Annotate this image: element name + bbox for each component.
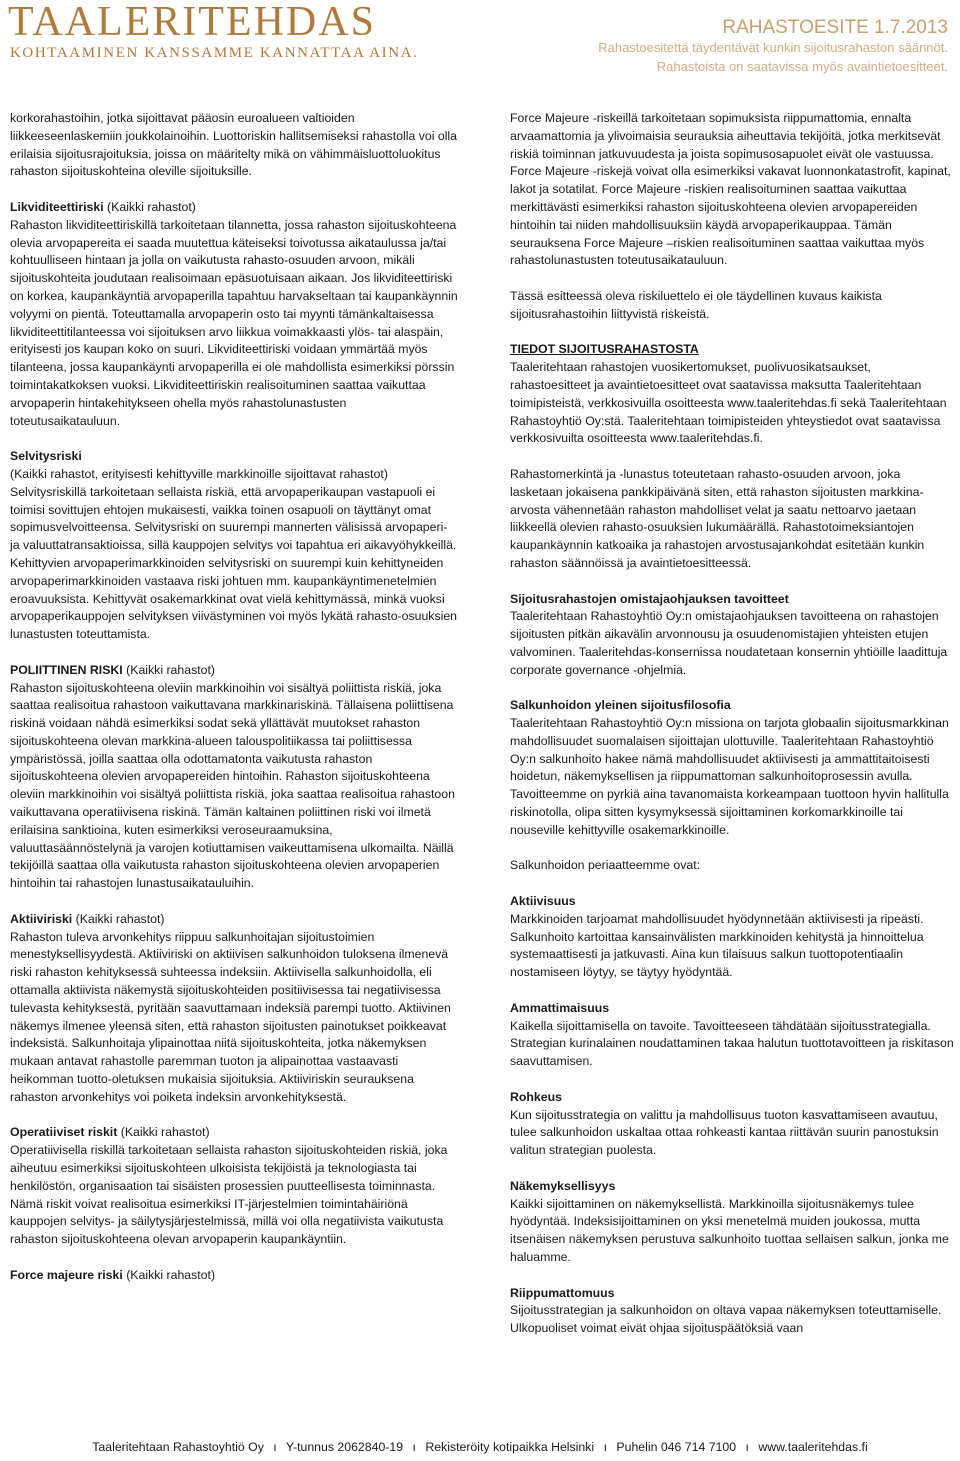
section-heading: Salkunhoidon yleinen sijoitusfilosofia bbox=[510, 698, 731, 713]
section-body: Sijoitusstrategian ja salkunhoidon on oltava vapaa näkemyksen toteuttamiselle. Ulkopuoliset voimat eivät ohjaa sijoituspäätöksiä vaan bbox=[510, 1303, 942, 1336]
section-ownership-steering bbox=[510, 591, 954, 680]
section-heading: Näkemyksellisyys bbox=[510, 1178, 616, 1193]
document-title: RAHASTOESITE 1.7.2013 bbox=[722, 17, 948, 38]
company-logo: TAALERITEHDAS bbox=[8, 0, 376, 45]
section-body: Markkinoiden tarjoamat mahdollisuudet hyödynnetään aktiivisesti ja ripeästi. Salkunhoito kartoittaa kansainvälisten markkinoiden kehitystä ja hinnoittelua systemaattisesti ja jatkuvasti. Aina kun tilaisuus salkun tuottopotentiaalin nostamiseen löytyy, se täytyy hyödyntää. bbox=[510, 911, 924, 980]
section-heading: Aktiivisuus bbox=[510, 894, 576, 909]
section-investment-philosophy bbox=[510, 697, 954, 839]
section-political-risk bbox=[10, 662, 458, 893]
left-column bbox=[10, 110, 458, 1302]
footer-separator: ı bbox=[273, 1440, 277, 1454]
footer-separator: ı bbox=[745, 1440, 749, 1454]
section-activity bbox=[510, 893, 954, 982]
footer-business-id: Y-tunnus 2062840-19 bbox=[285, 1440, 404, 1454]
section-body: (Kaikki rahastot, erityisesti kehittyville markkinoille sijoittavat rahastot) Selvitysriskillä tarkoitetaan sellaista riskiä, että arvopaperikaupan vastapuoli ei toimisi sovittujen ehtojen mukaisesti, vaikka toinen osapuoli on täyttänyt omat sopimusvelvoitteensa. Selvitysriski on suurempi mannerten välisissä arvopaperi- ja valuuttatransaktioissa, sillä kauppojen selvitys voi tapahtua eri aikavyöhykkeillä. Kehittyvien arvopaperimarkkinoiden selvitysriski on suurempi kuin kehittyneiden arvopaperimarkkinoiden vastaava riski johtuen mm. kaupankäyntimenetelmien eroavuuksista. Kehittyvät osakemarkkinat ovat vielä kehittymässä, minkä vuoksi arvopaperikauppojen selvityksen viivästyminen voi myös lykätä rahasto-osuuksien lunastusten toteuttamista. bbox=[10, 466, 458, 642]
paragraph: Tässä esitteessä oleva riskiluettelo ei ole täydellinen kuvaus kaikista sijoitusrahastoihin liittyvistä riskeistä. bbox=[510, 288, 882, 321]
page-footer bbox=[0, 1440, 960, 1454]
section-heading: Sijoitusrahastojen omistajaohjauksen tavoitteet bbox=[510, 591, 789, 606]
section-heading: Rohkeus bbox=[510, 1089, 562, 1104]
section-body: Rahaston tuleva arvonkehitys riippuu salkunhoitajan sijoitustoimien menestyksellisyydestä. Aktiiviriski on aktiivisen salkunhoidon tuloksena ilmenevä riski rahaston kehityksessä suhteessa indeksiin. Aktiivisella salkunhoidolla, eli ottamalla aktiivista näkemystä sijoituskohteiden positiivisessa tai negatiivisessa tulevasta kehityksestä, pyritään saavuttamaan indeksiä parempi tuotto. Aktiivinen näkemys ilmenee yleensä siten, että rahaston sijoitusten painotukset poikkeavat indeksistä. Salkunhoitaja ylipainottaa niitä sijoituskohteita, jotka näkemyksen mukaan antavat rahastolle paremman tuoton ja alipainottaa vastaavasti heikomman tuotto-oletuksen mukaisia sijoituksia. Aktiiviriskin seurauksena rahaston arvonkehitys voi poiketa indeksin arvonkehityksestä. bbox=[10, 929, 451, 1104]
section-active-risk bbox=[10, 911, 458, 1107]
section-force-majeure bbox=[10, 1267, 458, 1285]
section-heading: Operatiiviset riskit bbox=[10, 1125, 118, 1140]
section-independence bbox=[510, 1285, 954, 1338]
section-professionalism bbox=[510, 1000, 954, 1071]
header-note-1: Rahastoesitettä täydentävät kunkin sijoitusrahaston säännöt. bbox=[598, 40, 948, 55]
paragraph: Rahastomerkintä ja -lunastus toteutetaan rahasto-osuuden arvoon, joka lasketaan jokaisena pankkipäivänä siten, että rahaston sijoitusten markkina-arvosta vähennetään rahaston mahdolliset velat ja saatu nettoarvo jaetaan liikkeellä olevien rahasto-osuuksien lukumäärällä. Rahastotoimeksiantojen kaupankäynnin katkoaika ja rahastojen arvostusajankohdat esitetään kunkin rahaston säännöissä ja avaintietoesitteessä. bbox=[510, 466, 925, 570]
section-heading: Force majeure riski bbox=[10, 1267, 123, 1282]
section-subheading: (Kaikki rahastot) bbox=[122, 1267, 216, 1282]
paragraph: korkorahastoihin, jotka sijoittavat pääosin euroalueen valtioiden liikkeeseenlaskemiin joukkolainoihin. Luottoriskin hallitsemiseksi rahastolla voi olla erilaisia sijoitusrajoituksia, joissa on määritelty mikä on vähimmäisluottoluokitus rahaston sijoituskohteina oleville sijoituksille. bbox=[10, 111, 458, 179]
section-heading: Selvitysriski bbox=[10, 449, 82, 464]
section-body: Kaikki sijoittaminen on näkemyksellistä. Markkinoilla sijoitusnäkemys tulee hyödyntää. Indeksisijoittaminen on yksi menetelmä muiden joukossa, mutta itsenäisen näkemyksen perustuva salkunhoito tuottaa sellaisen salkun, jonka me haluamme. bbox=[510, 1196, 949, 1264]
footer-separator: ı bbox=[412, 1440, 416, 1454]
company-slogan: KOHTAAMINEN KANSSAMME KANNATTAA AINA. bbox=[10, 45, 419, 61]
section-courage bbox=[510, 1089, 954, 1160]
section-body: Rahaston likviditeettiriskillä tarkoitetaan tilannetta, jossa rahaston sijoituskohteena olevia arvopapereita ei saada muutettua käteiseksi toivotussa aikataulussa ja/tai kohtuulliseen hintaan ja jolla on vaikutusta rahasto-osuuden arvoon, mikäli sijoituskohteita joudutaan realisoimaan epäsuotuisaan aikaan. Jos likviditeettiriski on korkea, kaupankäyntiä arvopaperilla tapahtuu harvakseltaan tai kaupankäynnin volyymi on pientä. Toteuttamalla arvopaperin osto tai myynti tämänkaltaisessa likviditeettitilanteessa voi sijoituksen arvo liikkua voimakkaasti ylös- tai alaspäin, erityisesti jos kaupan koko on suuri. Likviditeettiriski voidaan ymmärtää myös tilanteena, jossa kaupankäynti arvopaperilla ei ole mahdollista esimerkiksi pörssin toimintakatkoksen vuoksi. Likviditeettiriskin realisoituminen saattaa vaikuttaa arvopaperin hintakehitykseen ohella myös rahastolunastusten toteutusaikatauluun. bbox=[10, 217, 458, 428]
footer-phone: Puhelin 046 714 7100 bbox=[616, 1440, 737, 1454]
footer-website-link[interactable]: www.taaleritehdas.fi bbox=[758, 1440, 868, 1454]
section-body: Rahaston sijoituskohteena oleviin markkinoihin voi sisältyä poliittista riskiä, joka saattaa realisoitua rahastoon vaikuttavana markkinariskinä. Tällaisena poliittisena riskinä voidaan nähdä esimerkiksi sodat sekä yllättävät muutokset rahaston sijoituskohteena olevan markkina-alueen talouspolitiikassa tai poliittisessa ympäristössä, joilla saattaa olla odottamatonta vaikutusta rahaston sijoituskohteena olevien arvopapereiden hintoihin. Rahaston sijoituskohteena oleviin markkinoihin voi sisältyä poliittista riskiä, joka saattaa realisoitua rahastoon vaikuttavana operatiivisena riskinä. Tämän kaltainen poliittinen riski voi ilmetä erilaisina sanktioina, kuten esimerkiksi veroseuraamuksina, valuuttasäännöstelynä ja varojen kotiuttamisen vaikeuttamisena ulkomailta. Näillä tekijöillä saattaa olla vaikutusta rahaston sijoituskohteena olevien arvopaperien hintoihin tai rahastojen lunastusaikatauluihin. bbox=[10, 680, 455, 891]
section-subheading: (Kaikki rahastot) bbox=[117, 1125, 210, 1140]
header-note-2: Rahastoista on saatavissa myös avaintietoesitteet. bbox=[656, 59, 948, 74]
footer-separator: ı bbox=[603, 1440, 607, 1454]
section-body: Taaleritehtaan rahastojen vuosikertomukset, puolivuosikatsaukset, rahastoesitteet ja avaintietoesitteet ovat saatavissa maksutta Taaleritehtaan toimipisteistä, verkkosivuilla osoitteesta www.taaleritehdas.fi sekä Taaleritehtaan Rahastoyhtiö Oy:stä. Taaleritehtaan toimipisteiden yhteystiedot ovat saatavissa verkkosivuilta osoitteesta www.taaleritehdas.fi. bbox=[510, 360, 947, 446]
footer-company: Taaleritehtaan Rahastoyhtiö Oy bbox=[92, 1440, 264, 1454]
section-body: Kaikella sijoittamisella on tavoite. Tavoitteeseen tähdätään sijoitusstrategialla. Strategian kurinalainen noudattaminen takaa halutun tuottotavoitteen ja riskitason saavuttamisen. bbox=[510, 1018, 954, 1069]
section-heading: Riippumattomuus bbox=[510, 1285, 615, 1300]
section-heading: Aktiiviriski bbox=[10, 911, 73, 926]
document-info bbox=[598, 18, 948, 76]
section-subheading: (Kaikki rahastot) bbox=[72, 911, 165, 926]
footer-registered-office: Rekisteröity kotipaikka Helsinki bbox=[425, 1440, 595, 1454]
section-operational-risk bbox=[10, 1124, 458, 1249]
right-column bbox=[510, 110, 954, 1356]
section-body: Operatiivisella riskillä tarkoitetaan sellaista rahaston sijoituskohteiden riskiä, joka aiheutuu esimerkiksi sijoituskohteen ulkoisista tekijöistä ja teknologiasta tai henkilöstön, organisaation tai sisäisten prosessien puutteellisesta toiminnasta. Nämä riskit voivat realisoitua esimerkiksi IT-järjestelmien toimintahäiriönä kauppojen selvitys- ja säilytysjärjestelmissä, millä voi olla negatiivista vaikutusta rahaston sijoituskohteena olevan arvopaperin kaupankäyntiin. bbox=[10, 1143, 448, 1247]
section-body: Taaleritehtaan Rahastoyhtiö Oy:n omistajaohjauksen tavoitteena on rahastojen sijoitusten pitkän aikavälin arvonnousu ja osuudenomistajien yhteisten etujen valvominen. Taaleritehdas-konsernissa noudatetaan konsernin yhtiöille laadittuja corporate governance -ohjelmia. bbox=[510, 609, 948, 677]
section-settlement-risk bbox=[10, 448, 458, 644]
page-header bbox=[0, 0, 960, 80]
section-heading: Ammattimaisuus bbox=[510, 1000, 610, 1015]
paragraph: Salkunhoidon periaatteemme ovat: bbox=[510, 858, 701, 873]
section-heading: POLIITTINEN RISKI bbox=[10, 662, 123, 677]
section-body: Kun sijoitusstrategia on valittu ja mahdollisuus tuoton kasvattamiseen avautuu, tulee salkunhoidon uskaltaa ottaa rohkeasti kantaa riittävän suurin panostuksin valitun strategian puolesta. bbox=[510, 1107, 939, 1158]
section-heading: TIEDOT SIJOITUSRAHASTOSTA bbox=[510, 342, 699, 357]
section-subheading: (Kaikki rahastot) bbox=[103, 199, 196, 214]
section-heading: Likviditeettiriski bbox=[10, 199, 104, 214]
section-insight bbox=[510, 1178, 954, 1267]
section-liquidity-risk bbox=[10, 199, 458, 430]
section-body: Taaleritehtaan Rahastoyhtiö Oy:n missiona on tarjota globaalin sijoitusmarkkinan mahdollisuudet suomalaisen sijoittajan ulottuville. Taaleritehtaan Rahastoyhtiö Oy:n salkunhoito hakee nämä mahdollisuudet aktiivisesti ja ammattitaitoisesti hoidetun, näkemyksellisen ja riippumattoman salkunhoitoprosessin avulla. Tavoitteemme on pyrkiä aina tavanomaista korkeampaan tuottoon hyvin hallitulla riskinotolla, olipa sitten kysymyksessä sijoittaminen korkomarkkinoille tai nouseville kehittyville osakemarkkinoille. bbox=[510, 716, 949, 837]
paragraph: Force Majeure -riskeillä tarkoitetaan sopimuksista riippumattomia, ennalta arvaamattomia ja ylivoimaisia seurauksia aiheuttavia tekijöitä, jotka merkitsevät riskiä toiminnan jatkuvuudesta ja joista sopimusosapuolet eivät ole vastuussa. Force Majeure -riskejä voivat olla esimerkiksi vakavat luonnonkatastrofit, kapinat, lakot ja sotatilat. Force Majeure -riskien realisoituminen saattaa vaikuttaa merkittävästi esimerkiksi rahaston sijoituskohteena olevien arvopapereiden hintoihin tai niiden mahdollisuuksiin käydä arvopaperikauppaa. Tämän seurauksena Force Majeure –riskien realisoituminen saattaa vaikuttaa myös rahastolunastusten toteutusaikatauluun. bbox=[510, 111, 951, 268]
section-fund-info bbox=[510, 341, 954, 448]
section-subheading: (Kaikki rahastot) bbox=[122, 662, 215, 677]
